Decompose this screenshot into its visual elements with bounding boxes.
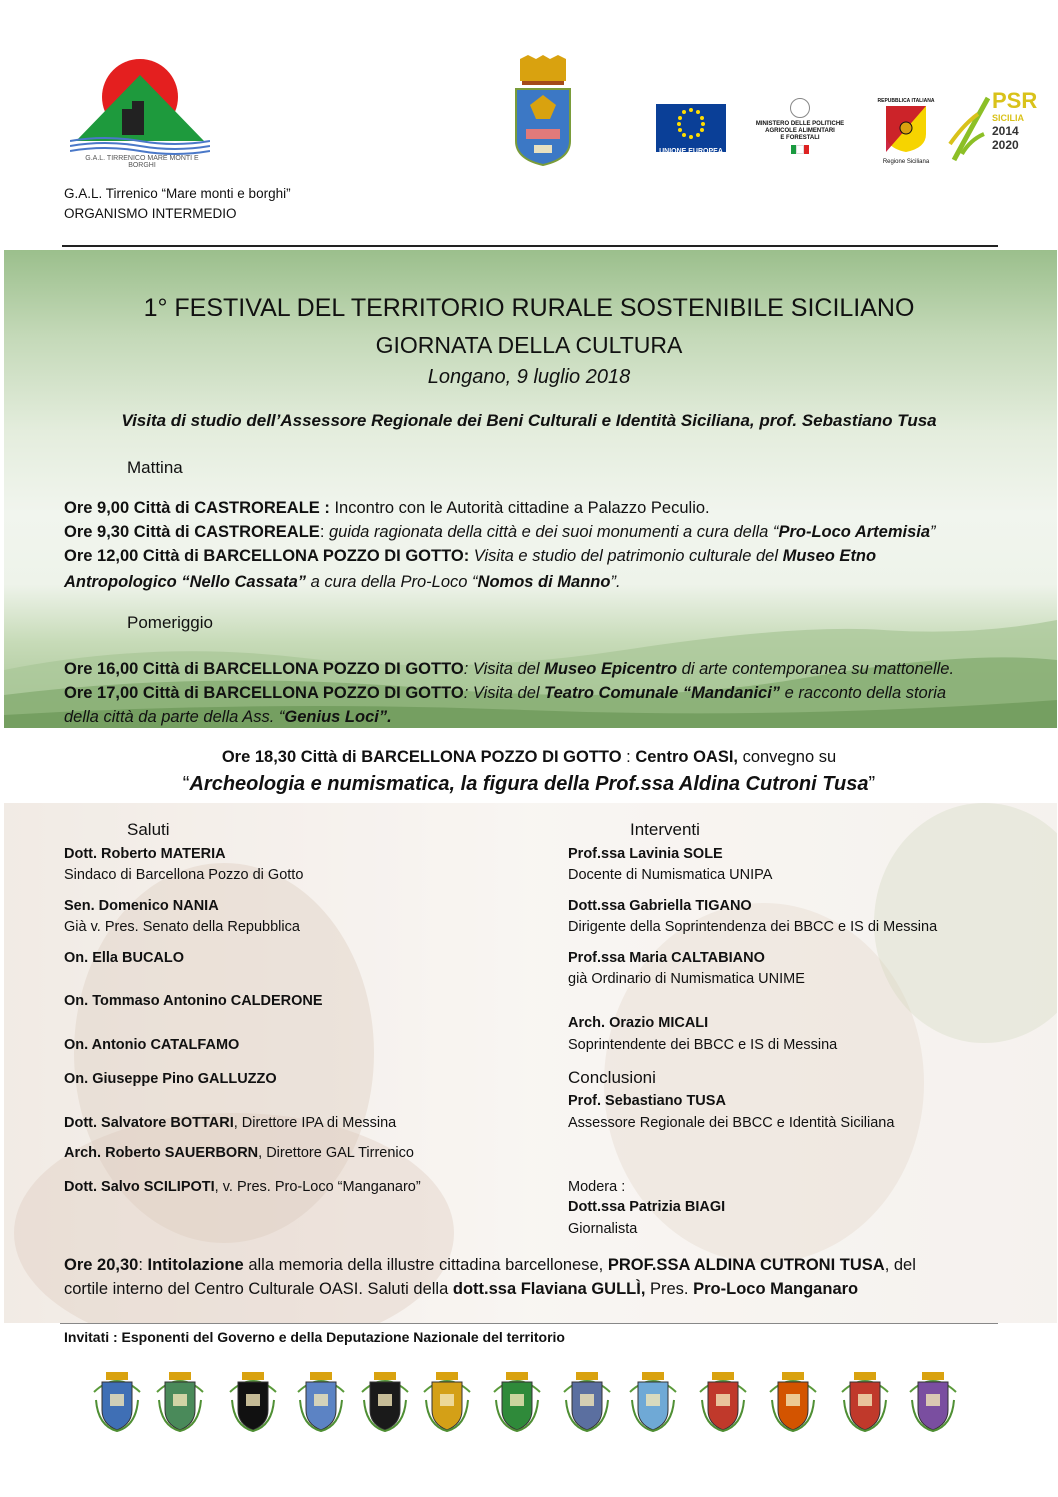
afternoon-item-2: Ore 17,00 Città di BARCELLONA POZZO DI GOTTO: Visita del Teatro Comunale “Mandanici” e racconto della storia bbox=[64, 684, 947, 702]
saluti-item-7: Dott. Salvatore BOTTARI, Direttore IPA di Messina bbox=[64, 1115, 397, 1131]
coat-of-arms-icon bbox=[92, 1370, 142, 1432]
coat-of-arms-icon bbox=[698, 1370, 748, 1432]
morning-label: Mattina bbox=[127, 458, 183, 477]
header-divider bbox=[62, 245, 998, 247]
morning-item-3: Ore 12,00 Città di BARCELLONA POZZO DI GOTTO: Visita e studio del patrimonio culturale del Museo Etno bbox=[64, 547, 877, 565]
interventi-role-3: già Ordinario di Numismatica UNIME bbox=[568, 971, 805, 987]
place-date: Longano, 9 luglio 2018 bbox=[427, 366, 631, 388]
closing-line-2: cortile interno del Centro Culturale OASI. Saluti della dott.ssa Flaviana GULLÌ, Pres. Pro-Loco Manganaro bbox=[64, 1280, 859, 1298]
province-coat-of-arms-icon bbox=[510, 55, 576, 167]
eu-label: UNIONE EUROPEA bbox=[659, 148, 723, 155]
interventi-role-2: Dirigente della Soprintendenza dei BBCC e IS di Messina bbox=[568, 919, 938, 935]
interventi-item-1: Prof.ssa Lavinia SOLE bbox=[568, 846, 723, 862]
saluti-item-6: On. Giuseppe Pino GALLUZZO bbox=[64, 1071, 277, 1087]
trinacria-icon bbox=[874, 104, 938, 154]
ministry-label-1: MINISTERO DELLE POLITICHE bbox=[755, 121, 845, 127]
coat-of-arms-icon bbox=[155, 1370, 205, 1432]
afternoon-label: Pomeriggio bbox=[127, 613, 213, 632]
conclusioni-name: Prof. Sebastiano TUSA bbox=[568, 1093, 726, 1109]
visit-description: Visita di studio dell’Assessore Regionale dei Beni Culturali e Identità Siciliana, prof. Sebastiano Tusa bbox=[121, 411, 937, 430]
saluti-heading: Saluti bbox=[127, 820, 170, 839]
eagle-crest-icon bbox=[228, 1370, 278, 1432]
region-top-label: REPUBBLICA ITALIANA bbox=[877, 98, 935, 104]
saluti-item-5: On. Antonio CATALFAMO bbox=[64, 1037, 240, 1053]
coat-of-arms-icon bbox=[840, 1370, 890, 1432]
saluti-item-1: Dott. Roberto MATERIA bbox=[64, 846, 226, 862]
ministry-label-3: E FORESTALI bbox=[780, 135, 820, 141]
org-role: ORGANISMO INTERMEDIO bbox=[64, 206, 237, 221]
gal-tirrenico-logo bbox=[70, 55, 210, 167]
footer-divider bbox=[60, 1323, 998, 1324]
afternoon-item-1: Ore 16,00 Città di BARCELLONA POZZO DI GOTTO: Visita del Museo Epicentro di arte contemporanea su mattonelle. bbox=[64, 660, 955, 678]
saluti-item-8: Arch. Roberto SAUERBORN, Direttore GAL Tirrenico bbox=[64, 1145, 414, 1161]
interventi-item-4: Arch. Orazio MICALI bbox=[568, 1015, 709, 1031]
coat-of-arms-icon bbox=[492, 1370, 542, 1432]
psr-sicilia-logo bbox=[948, 88, 1038, 166]
psr-sicilia-label: SICILIA bbox=[992, 113, 1025, 123]
coat-of-arms-icon bbox=[628, 1370, 678, 1432]
afternoon-item-2-cont: della città da parte della Ass. “Genius Loci”. bbox=[64, 708, 392, 726]
festival-title: 1° FESTIVAL DEL TERRITORIO RURALE SOSTENIBILE SICILIANO bbox=[143, 294, 915, 322]
morning-item-2: Ore 9,30 Città di CASTROREALE: guida ragionata della città e dei suoi monumenti a cura della “Pro-Loco Artemisia” bbox=[64, 523, 936, 541]
saluti-role-2: Già v. Pres. Senato della Repubblica bbox=[64, 919, 300, 935]
interventi-role-4: Soprintendente dei BBCC e IS di Messina bbox=[568, 1037, 838, 1053]
conference-title: “Archeologia e numismatica, la figura della Prof.ssa Aldina Cutroni Tusa” bbox=[182, 773, 876, 795]
psr-year-end: 2020 bbox=[992, 138, 1019, 152]
coat-of-arms-icon bbox=[562, 1370, 612, 1432]
wheat-icon bbox=[948, 94, 992, 164]
morning-item-1: Ore 9,00 Città di CASTROREALE : Incontro con le Autorità cittadine a Palazzo Peculio. bbox=[64, 499, 710, 517]
ministry-logo bbox=[740, 98, 860, 158]
coat-of-arms-icon bbox=[360, 1370, 410, 1432]
italian-flag-icon bbox=[791, 145, 809, 154]
interventi-item-2: Dott.ssa Gabriella TIGANO bbox=[568, 898, 752, 914]
coat-of-arms-icon bbox=[908, 1370, 958, 1432]
modera-role: Giornalista bbox=[568, 1221, 638, 1237]
conclusioni-role: Assessore Regionale dei BBCC e Identità Siciliana bbox=[568, 1115, 895, 1131]
saluti-item-3: On. Ella BUCALO bbox=[64, 950, 185, 966]
psr-label: PSR bbox=[992, 88, 1038, 113]
gal-logo-caption: G.A.L. TIRRENICO MARE MONTI E BORGHI bbox=[85, 155, 199, 169]
saluti-item-4: On. Tommaso Antonino CALDERONE bbox=[64, 993, 323, 1009]
org-name: G.A.L. Tirrenico “Mare monti e borghi” bbox=[64, 186, 291, 201]
ministry-label-2: AGRICOLE ALIMENTARI bbox=[765, 128, 835, 134]
morning-item-3-cont: Antropologico “Nello Cassata” a cura della Pro-Loco “Nomos di Manno”. bbox=[64, 573, 621, 591]
modera-label: Modera : bbox=[568, 1179, 626, 1195]
italian-emblem-icon bbox=[790, 98, 810, 118]
saluti-item-9: Dott. Salvo SCILIPOTI, v. Pres. Pro-Loco “Manganaro” bbox=[64, 1179, 421, 1195]
closing-line-1: Ore 20,30: Intitolazione alla memoria della illustre cittadina barcellonese, PROF.SSA ALDINA CUTRONI TUSA, del bbox=[64, 1256, 916, 1274]
psr-year-start: 2014 bbox=[992, 124, 1019, 138]
eu-flag-icon bbox=[656, 104, 726, 155]
interventi-heading: Interventi bbox=[630, 820, 700, 839]
interventi-role-1: Docente di Numismatica UNIPA bbox=[568, 867, 773, 883]
festival-subtitle: GIORNATA DELLA CULTURA bbox=[375, 332, 683, 358]
region-label: Regione Siciliana bbox=[882, 159, 930, 165]
conference-line: Ore 18,30 Città di BARCELLONA POZZO DI GOTTO : Centro OASI, convegno su bbox=[221, 748, 837, 766]
interventi-item-3: Prof.ssa Maria CALTABIANO bbox=[568, 950, 765, 966]
saluti-role-1: Sindaco di Barcellona Pozzo di Gotto bbox=[64, 867, 304, 883]
regione-siciliana-logo bbox=[874, 98, 938, 166]
invited-line: Invitati : Esponenti del Governo e della Deputazione Nazionale del territorio bbox=[64, 1329, 565, 1345]
coat-of-arms-icon bbox=[422, 1370, 472, 1432]
coat-of-arms-icon bbox=[768, 1370, 818, 1432]
conclusioni-heading: Conclusioni bbox=[568, 1068, 656, 1087]
coat-of-arms-icon bbox=[296, 1370, 346, 1432]
modera-name: Dott.ssa Patrizia BIAGI bbox=[568, 1199, 726, 1215]
saluti-item-2: Sen. Domenico NANIA bbox=[64, 898, 219, 914]
